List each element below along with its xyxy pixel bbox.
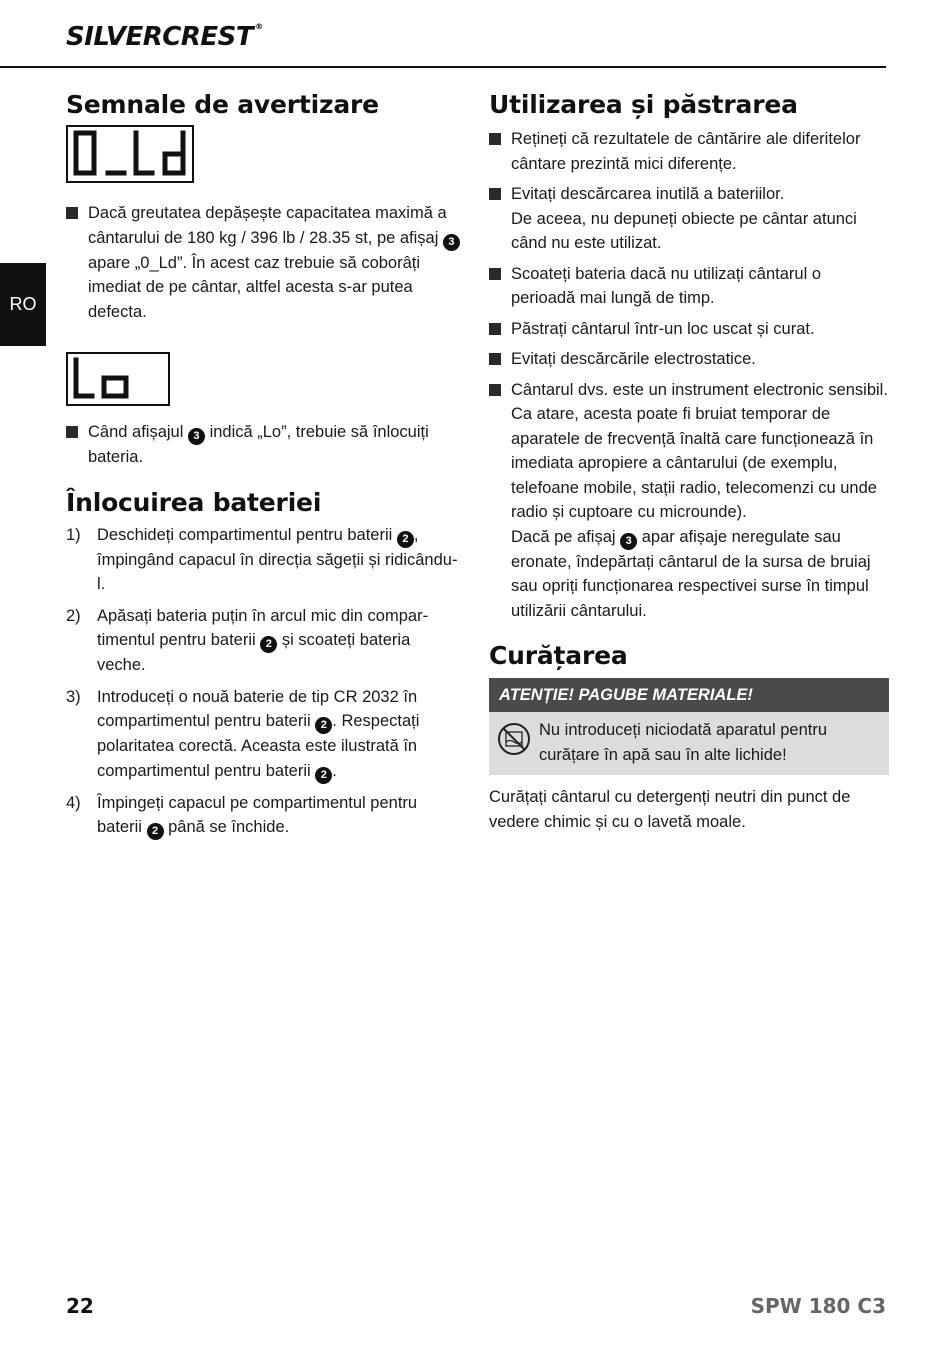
bullet-square-icon <box>489 188 501 200</box>
warnings-list <box>66 201 460 324</box>
lcd-display-low-battery <box>66 352 170 406</box>
callout-2-icon: 2 <box>260 636 277 653</box>
registered-mark: ® <box>255 22 263 31</box>
callout-3-icon: 3 <box>443 234 460 251</box>
callout-2-icon: 2 <box>315 767 332 784</box>
warning-body <box>489 712 889 775</box>
warning-box <box>489 678 889 775</box>
step-item: 1) Deschideți compartimentul pentru baterii 2 , împingând capacul în direcția săgeții și ridicându-l. <box>66 523 460 597</box>
lcd-display-overload <box>66 125 194 183</box>
list-item: Dacă greutatea depășește capacitatea maximă a cântarului de 180 kg / 396 lb / 28.35 st, pe afișaj 3 apare „0_Ld”. În acest caz trebuie să coborâți imediat de pe cântar, altfel acesta s-ar putea defecta. <box>66 201 460 324</box>
lcd-lo-glyphs <box>68 354 167 403</box>
bullet-square-icon <box>489 268 501 280</box>
step-item: 3) Introduceți o nouă baterie de tip CR 2032 în compartimentul pentru baterii 2 . Respectați polaritatea corectă. Aceasta este ilustrată în compartimentul pentru baterii 2 . <box>66 685 460 784</box>
step-number: 4) <box>66 793 81 812</box>
list-item: Scoateți bateria dacă nu utilizați cântarul o perioadă mai lungă de timp. <box>489 262 889 311</box>
usage-list <box>489 127 889 623</box>
section-title-usage: Utilizarea și păstrarea <box>489 90 798 119</box>
section-title-warnings: Semnale de avertizare <box>66 90 379 119</box>
callout-3-icon: 3 <box>620 533 637 550</box>
callout-3-icon: 3 <box>188 428 205 445</box>
language-tab <box>0 263 46 346</box>
header-rule <box>0 66 886 68</box>
bullet-square-icon <box>66 207 78 219</box>
cleaning-text: Curățați cântarul cu detergenți neutri din punct de vedere chimic și cu o lavetă moale. <box>489 788 851 831</box>
model-number: SPW 180 C3 <box>750 1294 886 1318</box>
list-item: Păstrați cântarul într-un loc uscat și curat. <box>489 317 889 342</box>
bullet-square-icon <box>489 384 501 396</box>
low-battery-list <box>66 420 460 470</box>
bullet-square-icon <box>489 133 501 145</box>
section-title-battery: Înlocuirea bateriei <box>66 487 322 517</box>
no-water-icon <box>497 722 531 764</box>
list-item: Evitați descărcarea inutilă a bateriilor. De aceea, nu depuneți obiecte pe cântar atunci când nu este utilizat. <box>489 182 889 256</box>
page-number: 22 <box>66 1294 94 1318</box>
brand-name: SILVERCREST <box>66 22 254 52</box>
bullet-square-icon <box>489 353 501 365</box>
callout-2-icon: 2 <box>147 823 164 840</box>
callout-2-icon: 2 <box>397 531 414 548</box>
list-item: Evitați descărcările electrostatice. <box>489 347 889 372</box>
bullet-square-icon <box>66 426 78 438</box>
left-column <box>66 90 460 847</box>
callout-2-icon: 2 <box>315 717 332 734</box>
lcd-overload-glyphs <box>68 127 191 180</box>
bullet-square-icon <box>489 323 501 335</box>
warning-title: ATENȚIE! PAGUBE MATERIALE! <box>489 678 889 712</box>
step-item: 2) Apăsați bateria puțin în arcul mic din compar-timentul pentru baterii 2 și scoateți bateria veche. <box>66 604 460 678</box>
warning-text: Nu introduceți niciodată aparatul pentru curățare în apă sau în alte lichide! <box>539 721 828 764</box>
step-item: 4) Împingeți capacul pe compartimentul pentru baterii 2 până se închide. <box>66 791 460 841</box>
list-item: Cântarul dvs. este un instrument electronic sensibil. Ca atare, acesta poate fi bruiat temporar de aparatele de frecvență înaltă care funcționează în imediata apropiere a cântarului (de exemplu, telefoane mobile, stații radio, telecomenzi cu unde radio și cuptoare cu microunde). Dacă pe afișaj 3 apar afișaje neregulate sau eronate, îndepărtați cântarul de la sursa de bruiaj sau opriți funcționarea respectivei surse în timpul utilizării cântarului. <box>489 378 889 624</box>
step-number: 2) <box>66 606 81 625</box>
list-item: Când afișajul 3 indică „Lo”, trebuie să înlocuiți bateria. <box>66 420 460 470</box>
right-column <box>489 90 889 834</box>
section-title-cleaning: Curățarea <box>489 641 628 670</box>
list-item: Rețineți că rezultatele de cântărire ale diferitelor cântare prezintă mici diferențe. <box>489 127 889 176</box>
battery-steps <box>66 523 460 841</box>
step-number: 1) <box>66 525 81 544</box>
step-number: 3) <box>66 687 81 706</box>
brand-logo <box>66 22 263 52</box>
language-label: RO <box>9 294 37 314</box>
